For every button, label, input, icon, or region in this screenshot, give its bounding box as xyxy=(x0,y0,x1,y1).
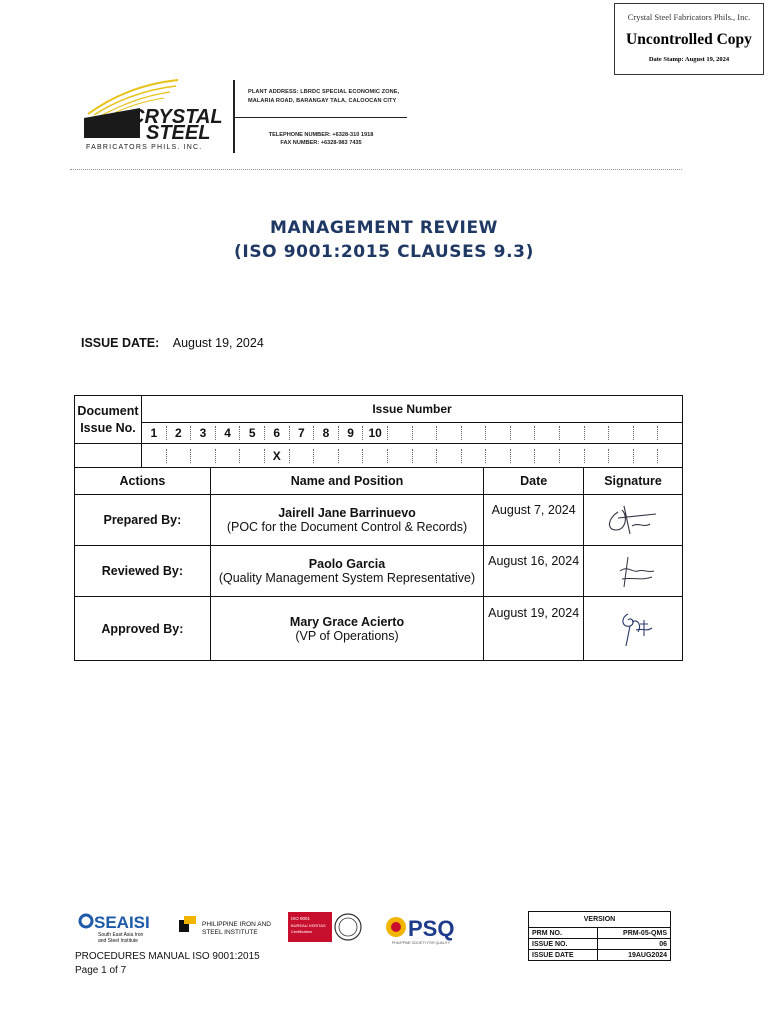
issue-number-cell: 10 xyxy=(363,426,388,440)
crystal-steel-logo xyxy=(80,78,230,153)
reviewer-position: (Quality Management System Representative) xyxy=(218,571,476,585)
reviewed-by-cell xyxy=(210,546,483,597)
issue-mark-cell xyxy=(560,449,585,463)
issue-number-grid xyxy=(142,426,682,440)
issue-number-cell xyxy=(413,426,438,440)
signature-image xyxy=(598,606,668,652)
prepared-by-cell xyxy=(210,495,483,546)
issue-number-header: Issue Number xyxy=(141,396,682,423)
fax-number: FAX NUMBER: +6328-983 7435 xyxy=(280,140,362,146)
prm-no-label: PRM NO. xyxy=(529,928,598,939)
preparer-name: Jairell Jane Barrinuevo xyxy=(278,506,416,520)
stamp-company: Crystal Steel Fabricators Phils., Inc. xyxy=(627,12,751,22)
issue-mark-cell: X xyxy=(265,449,290,463)
seaisi-logo xyxy=(80,913,150,944)
reviewed-by-label: Reviewed By: xyxy=(75,546,211,597)
issue-number-cell xyxy=(388,426,413,440)
approver-position: (VP of Operations) xyxy=(295,628,399,643)
header-name-position: Name and Position xyxy=(210,468,483,495)
contact-numbers xyxy=(235,131,407,147)
signature-image xyxy=(598,500,668,540)
issue-mark-cells xyxy=(141,444,682,468)
issue-mark-cell xyxy=(413,449,438,463)
approved-by-cell xyxy=(210,597,483,661)
uncontrolled-copy-stamp xyxy=(614,3,764,75)
table-row xyxy=(75,546,683,597)
seaisi-text: SEAISI xyxy=(94,913,150,932)
issue-mark-cell xyxy=(658,449,682,463)
issue-mark-cell xyxy=(609,449,634,463)
document-title xyxy=(0,216,768,264)
footer-text xyxy=(75,950,260,978)
issue-number-cell xyxy=(658,426,682,440)
issue-mark-cell xyxy=(462,449,487,463)
reviewer-signature xyxy=(584,546,683,597)
issue-number-cell: 5 xyxy=(240,426,265,440)
issue-mark-cell xyxy=(511,449,536,463)
issue-number-cell: 8 xyxy=(314,426,339,440)
bureau-veritas-logo xyxy=(288,912,361,942)
title-line-2: (ISO 9001:2015 CLAUSES 9.3) xyxy=(234,242,534,262)
logo-word-crystal: CRYSTAL xyxy=(130,106,223,128)
manual-title: PROCEDURES MANUAL ISO 9001:2015 xyxy=(75,951,260,962)
issue-date-value-footer: 19AUG2024 xyxy=(598,950,671,961)
issue-mark-cell xyxy=(363,449,388,463)
issue-date-label-footer: ISSUE DATE xyxy=(529,950,598,961)
title-line-1: MANAGEMENT REVIEW xyxy=(269,218,499,238)
issue-mark-cell xyxy=(585,449,610,463)
approved-by-label: Approved By: xyxy=(75,597,211,661)
issue-number-cell: 1 xyxy=(142,426,167,440)
footer-logos xyxy=(76,908,476,948)
bv-text-2: BUREAU VERITAS xyxy=(291,923,326,928)
table-row xyxy=(529,928,671,939)
reviewer-name: Paolo Garcia xyxy=(308,557,386,571)
header-actions: Actions xyxy=(75,468,211,495)
issue-mark-cell xyxy=(142,449,167,463)
document-issue-label xyxy=(75,396,142,444)
issue-number-cell xyxy=(486,426,511,440)
version-table xyxy=(528,911,671,961)
issue-number-cell: 4 xyxy=(216,426,241,440)
table-row xyxy=(75,597,683,661)
issue-number-cell: 9 xyxy=(339,426,364,440)
issue-mark-grid xyxy=(142,449,682,463)
issue-number-cell xyxy=(535,426,560,440)
logo-subtitle: FABRICATORS PHILS. INC. xyxy=(86,144,203,151)
issue-date-label: ISSUE DATE: xyxy=(81,336,160,350)
issue-number-cell: 2 xyxy=(167,426,192,440)
preparer-position: (POC for the Document Control & Records) xyxy=(226,520,468,534)
address-line-2: MALARIA ROAD, BARANGAY TALA, CALOOCAN CITY xyxy=(248,97,397,104)
issue-mark-cell xyxy=(191,449,216,463)
approver-name: Mary Grace Acierto xyxy=(289,614,405,629)
prm-no-value: PRM-05-QMS xyxy=(598,928,671,939)
issue-mark-cell xyxy=(240,449,265,463)
header-signature: Signature xyxy=(584,468,683,495)
issue-date-value: August 19, 2024 xyxy=(172,336,264,350)
approver-signature xyxy=(584,597,683,661)
issue-number-cell: 3 xyxy=(191,426,216,440)
header-date: Date xyxy=(484,468,584,495)
issue-mark-cell xyxy=(634,449,659,463)
issue-number-cell xyxy=(511,426,536,440)
prepared-by-label: Prepared By: xyxy=(75,495,211,546)
issue-no-value: 06 xyxy=(598,939,671,950)
header-separator xyxy=(70,169,682,170)
bv-text-1: ISO 9001 xyxy=(291,916,311,921)
issue-number-cell: 7 xyxy=(290,426,315,440)
issue-number-cell xyxy=(609,426,634,440)
seaisi-sub-1: South East Asia Iron xyxy=(98,932,144,938)
issue-mark-cell xyxy=(535,449,560,463)
stamp-title: Uncontrolled Copy xyxy=(626,31,752,48)
issue-number-cell xyxy=(462,426,487,440)
prepared-date: August 7, 2024 xyxy=(484,495,584,546)
issue-mark-cell xyxy=(339,449,364,463)
issue-number-cell xyxy=(560,426,585,440)
issue-number-cell: 6 xyxy=(265,426,290,440)
preparer-signature xyxy=(584,495,683,546)
signature-image xyxy=(598,551,668,591)
document-issue-label-text: Document Issue No. xyxy=(77,403,139,435)
bv-text-3: Certification xyxy=(291,929,313,934)
plant-address xyxy=(248,88,399,105)
stamp-date: Date Stamp: August 19, 2024 xyxy=(648,56,730,63)
version-header: VERSION xyxy=(529,912,671,928)
issue-mark-cell xyxy=(486,449,511,463)
issue-date xyxy=(81,336,264,350)
approved-date: August 19, 2024 xyxy=(484,597,584,661)
mark-row-blank xyxy=(75,444,142,468)
issue-mark-cell xyxy=(290,449,315,463)
piisi-text-2: STEEL INSTITUTE xyxy=(202,929,258,936)
issue-mark-cell xyxy=(216,449,241,463)
reviewed-date: August 16, 2024 xyxy=(484,546,584,597)
issue-number-cells xyxy=(141,423,682,444)
telephone-number: TELEPHONE NUMBER: +6328-310 1918 xyxy=(268,132,374,138)
piisi-logo xyxy=(179,916,271,936)
issue-number-cell xyxy=(634,426,659,440)
seaisi-sub-2: and Steel Institute xyxy=(98,938,139,944)
letterhead-rule xyxy=(235,117,407,118)
piisi-text-1: PHILIPPINE IRON AND xyxy=(202,921,271,928)
table-row xyxy=(529,939,671,950)
issue-mark-cell xyxy=(167,449,192,463)
psq-logo xyxy=(386,916,454,945)
psq-text: PSQ xyxy=(408,916,455,941)
issue-number-cell xyxy=(437,426,462,440)
issue-mark-cell xyxy=(437,449,462,463)
issue-mark-cell xyxy=(388,449,413,463)
table-row xyxy=(529,950,671,961)
psq-subtext: PHILIPPINE SOCIETY FOR QUALITY xyxy=(392,941,450,945)
issue-number-cell xyxy=(585,426,610,440)
table-row xyxy=(75,495,683,546)
page-number: Page 1 of 7 xyxy=(75,965,127,976)
issue-no-label: ISSUE NO. xyxy=(529,939,598,950)
address-line-1: PLANT ADDRESS: LBRDC SPECIAL ECONOMIC ZONE, xyxy=(248,89,400,95)
issue-mark-cell xyxy=(314,449,339,463)
logo-word-steel: STEEL xyxy=(146,122,211,144)
document-control-table xyxy=(74,395,683,661)
